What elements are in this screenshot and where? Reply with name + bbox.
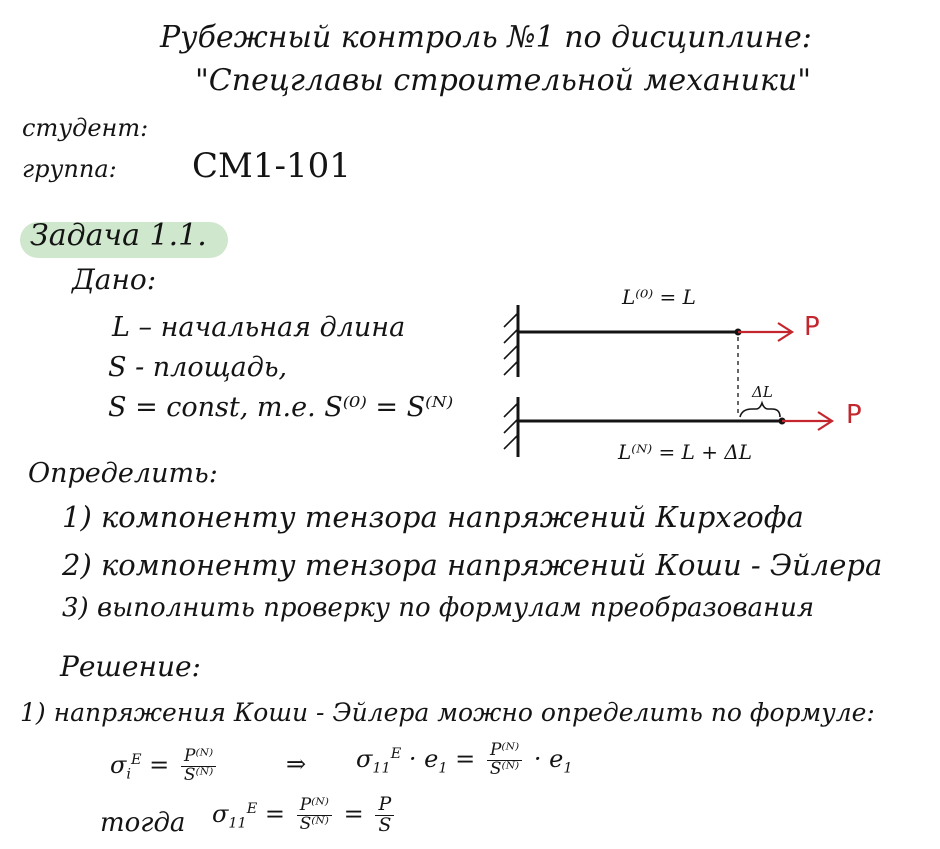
f2-den: S⁽ᴺ⁾ bbox=[489, 758, 520, 779]
f1-sub: i bbox=[126, 766, 131, 783]
formula-3: $\sigma_{11}^E$ = $\frac{\text{P⁽ᴺ⁾}}{\text{S⁽ᴺ⁾}}$ = $\frac{P}{S}$ bbox=[212, 795, 398, 836]
determine-item-1: 1) компоненту тензора напряжений Кирхгофа bbox=[62, 500, 804, 534]
f1-den: S⁽ᴺ⁾ bbox=[183, 764, 214, 785]
given-item-3: S = const, т.е. S⁽⁰⁾ = S⁽ᴺ⁾ bbox=[108, 392, 454, 423]
determine-title: Определить: bbox=[28, 458, 218, 489]
f2-sub: 11 bbox=[372, 760, 391, 777]
force-label-top: P bbox=[804, 312, 820, 342]
f1-sup: E bbox=[131, 751, 142, 768]
f1-num: P⁽ᴺ⁾ bbox=[181, 748, 216, 767]
diagram-delta-label: ΔL bbox=[752, 383, 773, 401]
given-item-1: L – начальная длина bbox=[112, 312, 406, 343]
student-label: студент: bbox=[22, 114, 149, 142]
beam-diagram bbox=[490, 285, 910, 465]
determine-item-3: 3) выполнить проверку по формулам преобразования bbox=[62, 593, 815, 623]
f2-dot: · e bbox=[408, 744, 439, 773]
then-label: тогда bbox=[100, 808, 186, 838]
formula-1: $\sigma_i^E$ = $\frac{\text{P⁽ᴺ⁾}}{\text{S⁽ᴺ⁾}}$ bbox=[110, 748, 220, 785]
f3-num-2: P bbox=[375, 795, 394, 816]
f1-lhs: σ bbox=[110, 750, 127, 779]
implies-arrow: ⇒ bbox=[286, 750, 307, 778]
given-title: Дано: bbox=[72, 263, 157, 296]
f3-den-2: S bbox=[378, 813, 392, 836]
determine-item-2: 2) компоненту тензора напряжений Коши - Эйлера bbox=[62, 548, 883, 582]
title-line-2: "Спецглавы строительной механики" bbox=[195, 63, 812, 98]
f2-dot-sub: 1 bbox=[438, 760, 448, 777]
f3-num-1: P⁽ᴺ⁾ bbox=[297, 797, 332, 816]
diagram-top-label: L⁽⁰⁾ = L bbox=[622, 285, 696, 309]
title-line-1: Рубежный контроль №1 по дисциплине: bbox=[160, 20, 812, 55]
f3-den-1: S⁽ᴺ⁾ bbox=[299, 813, 329, 834]
solution-title: Решение: bbox=[60, 650, 201, 683]
f2-rhs-sub: 1 bbox=[563, 760, 573, 777]
f2-num: P⁽ᴺ⁾ bbox=[487, 742, 522, 761]
solution-step-1: 1) напряжения Коши - Эйлера можно определить по формуле: bbox=[20, 698, 875, 727]
formula-2: $\sigma_{11}^E \cdot e_1$ = $\frac{\text{P⁽ᴺ⁾}}{\text{S⁽ᴺ⁾}}$ · $e_1$ bbox=[356, 740, 573, 779]
task-title: Задача 1.1. bbox=[30, 218, 207, 253]
diagram-bottom-label: L⁽ᴺ⁾ = L + ΔL bbox=[618, 440, 753, 464]
f3-sup: E bbox=[246, 800, 258, 817]
f3-sub: 11 bbox=[228, 815, 247, 832]
f2-lhs: σ bbox=[356, 744, 373, 773]
f3-lhs: σ bbox=[212, 799, 229, 828]
f2-sup: E bbox=[390, 745, 402, 762]
force-label-bottom: P bbox=[846, 400, 862, 430]
group-label: группа: bbox=[22, 155, 117, 183]
f2-rhs: · e bbox=[533, 744, 564, 773]
group-value: СМ1-101 bbox=[192, 146, 351, 186]
given-item-2: S - площадь, bbox=[108, 352, 288, 383]
